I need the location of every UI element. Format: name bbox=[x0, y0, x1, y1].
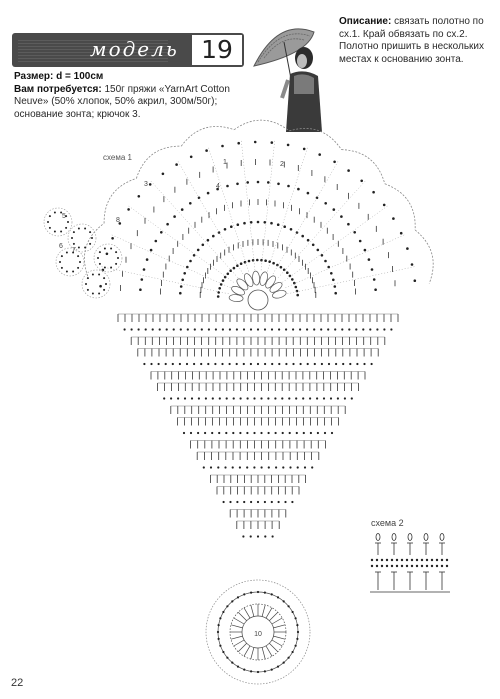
row-number: 7 bbox=[72, 247, 76, 254]
picot bbox=[440, 534, 444, 541]
stitch-dot bbox=[431, 559, 433, 561]
stitch-dot bbox=[401, 559, 403, 561]
stitch-dot bbox=[371, 565, 373, 567]
stitch-dot bbox=[421, 559, 423, 561]
size-value: d = 100см bbox=[56, 71, 104, 82]
row-number: 10 bbox=[254, 631, 262, 638]
row-number: 5 bbox=[62, 213, 66, 220]
stitch-dot bbox=[406, 559, 408, 561]
stitch-dot bbox=[396, 565, 398, 567]
row-number: 6 bbox=[59, 243, 63, 250]
needs-label: Вам потребуется: bbox=[14, 83, 102, 95]
stitch-dot bbox=[426, 565, 428, 567]
size-label: Размер: bbox=[14, 71, 54, 82]
stitch-dot bbox=[436, 565, 438, 567]
scheme1-label: схема 1 bbox=[103, 153, 132, 162]
stitch-dot bbox=[371, 559, 373, 561]
stitch-dot bbox=[446, 559, 448, 561]
description-text: связать полотно по сх.1. Край обвязать по сх.2. Полотно пришить в нескольких местах к основанию зонта. bbox=[339, 16, 485, 65]
stitch-dot bbox=[446, 565, 448, 567]
row-number: 8 bbox=[116, 217, 120, 224]
picot bbox=[408, 534, 412, 541]
stitch-dot bbox=[406, 565, 408, 567]
stitch-dot bbox=[401, 565, 403, 567]
stitch-dot bbox=[441, 559, 443, 561]
stitch-dot bbox=[411, 565, 413, 567]
stitch-dot bbox=[376, 565, 378, 567]
stitch-dot bbox=[436, 559, 438, 561]
picot bbox=[424, 534, 428, 541]
stitch-dot bbox=[391, 565, 393, 567]
stitch-dot bbox=[381, 559, 383, 561]
stitch-dot bbox=[386, 559, 388, 561]
stitch-dot bbox=[431, 565, 433, 567]
stitch-dot bbox=[426, 559, 428, 561]
stitch-dot bbox=[421, 565, 423, 567]
stitch-dot bbox=[441, 565, 443, 567]
model-number: 19 bbox=[201, 35, 233, 64]
row-number: 2 bbox=[280, 161, 284, 168]
scheme2-label: схема 2 bbox=[371, 518, 404, 528]
needs-text: 150г пряжи «YarnArt Cotton Neuve» (50% хлопок, 50% акрил, 300м/50г); основание зонта; крючок 3. bbox=[14, 83, 230, 120]
stitch-dot bbox=[416, 565, 418, 567]
row-number: 1 bbox=[223, 159, 227, 166]
page-number: 22 bbox=[11, 677, 24, 689]
model-word: модель bbox=[90, 37, 179, 61]
stitch-dot bbox=[416, 559, 418, 561]
stitch-dot bbox=[396, 559, 398, 561]
stitch-dot bbox=[411, 559, 413, 561]
stitch-dot bbox=[386, 565, 388, 567]
stitch-dot bbox=[391, 559, 393, 561]
picot bbox=[392, 534, 396, 541]
description-label: Описание: bbox=[339, 16, 392, 27]
stitch-dot bbox=[376, 559, 378, 561]
row-number: 3 bbox=[144, 181, 148, 188]
row-number: 4 bbox=[216, 183, 220, 190]
stitch-dot bbox=[381, 565, 383, 567]
picot bbox=[376, 534, 380, 541]
